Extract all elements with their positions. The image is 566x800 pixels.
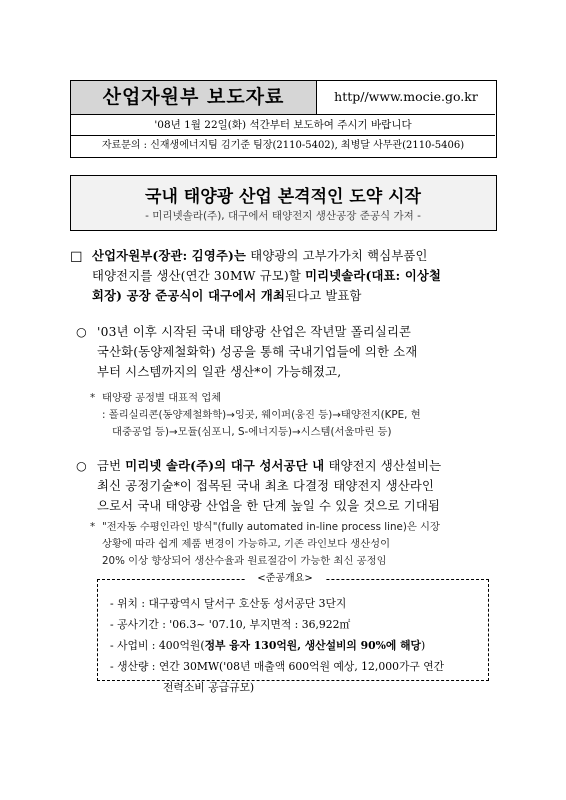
- square-bullet: ☐: [70, 250, 83, 266]
- paragraph-1: [92, 246, 502, 306]
- headline-subtitle: - 미리넷솔라(주), 대구에서 태양전지 생산공장 준공식 가져 -: [145, 210, 421, 222]
- paragraph-2-line-3: 부터 시스템까지의 일관 생산*이 가능해졌고,: [97, 365, 342, 379]
- headline-box: [70, 175, 497, 231]
- paragraph-3: [97, 456, 502, 516]
- note-2-line-2: 상황에 따라 쉽게 제품 변경이 가능하고, 기존 라인보다 생산성이: [102, 538, 391, 550]
- note-1-line-3: 대중공업 등)→모듈(심포니, S-에너지등)→시스템(서울마린 등): [112, 426, 392, 438]
- ceremony-cost: - 사업비 : 400억원(정부 융자 130억원, 생산설비의 90%에 해당): [110, 639, 426, 652]
- ceremony-period: - 공사기간 : '06.3~ '07.10, 부지면적 : 36,922㎡: [110, 618, 351, 631]
- note-1-line-1: 태양광 공정별 대표적 업체: [102, 392, 222, 404]
- ceremony-output-continued: 전력소비 공급규모): [163, 681, 255, 694]
- embargo-notice: '08년 1월 22일(화) 석간부터 보도하여 주시기 바랍니다: [71, 115, 495, 136]
- note-2: [102, 519, 502, 570]
- press-release-header: [70, 80, 497, 158]
- ceremony-output: - 생산량 : 연간 30MW('08년 매출액 600억원 예상, 12,000가구 연간: [110, 660, 445, 673]
- note-2-line-1: "전자동 수평인라인 방식"(fully automated in-line process line)은 시장: [102, 521, 440, 533]
- paragraph-2: [97, 322, 502, 382]
- paragraph-2-line-2: 국산화(동양제철화학) 성공을 통해 국내기업들에 의한 소재: [97, 345, 418, 359]
- paragraph-3-line-2: 최신 공정기술*이 접목된 국내 최초 다결정 태양전지 생산라인: [97, 479, 435, 493]
- headline-title: 국내 태양광 산업 본격적인 도약 시작: [145, 187, 421, 207]
- note-1: [102, 390, 502, 441]
- note-2-line-3: 20% 이상 향상되어 생산수율과 원료절감이 가능한 최신 공정임: [102, 555, 387, 567]
- note-star: *: [90, 521, 96, 533]
- header-url[interactable]: http//www.mocie.go.kr: [317, 81, 495, 115]
- contact-info: 자료문의 : 신재생에너지팀 김기준 팀장(2110-5402), 최병달 사무관(2110-5406): [101, 140, 465, 151]
- note-star: *: [90, 392, 96, 404]
- header-title: 산업자원부 보도자료: [71, 81, 317, 115]
- circle-bullet: ○: [76, 459, 87, 473]
- paragraph-3-line-3: 으로서 국내 태양광 산업을 한 단계 높일 수 있을 것으로 기대됨: [97, 499, 441, 513]
- note-1-line-2: : 폴리실리콘(동양제철화학)→잉곳, 웨이퍼(웅진 등)→태양전지(KPE, 현: [102, 409, 421, 421]
- paragraph-3-line-1: 금번 미리넷 솔라(주)의 대구 성서공단 내 태양전지 생산설비는: [97, 458, 442, 473]
- paragraph-1-line-1: 산업자원부(장관: 김영주)는 태양광의 고부가가치 핵심부품인: [92, 248, 428, 263]
- paragraph-1-line-3: 회장) 공장 준공식이 대구에서 개최된다고 발표함: [92, 288, 362, 303]
- ceremony-location: - 위치 : 대구광역시 달서구 호산동 성서공단 3단지: [110, 597, 347, 610]
- ceremony-overview-title: <준공개요>: [245, 572, 325, 586]
- circle-bullet: ○: [76, 325, 87, 339]
- paragraph-1-line-2: 태양전지를 생산(연간 30MW 규모)할 미리넷솔라(대표: 이상철: [92, 268, 442, 283]
- paragraph-2-line-1: '03년 이후 시작된 국내 태양광 산업은 작년말 폴리실리콘: [97, 325, 412, 339]
